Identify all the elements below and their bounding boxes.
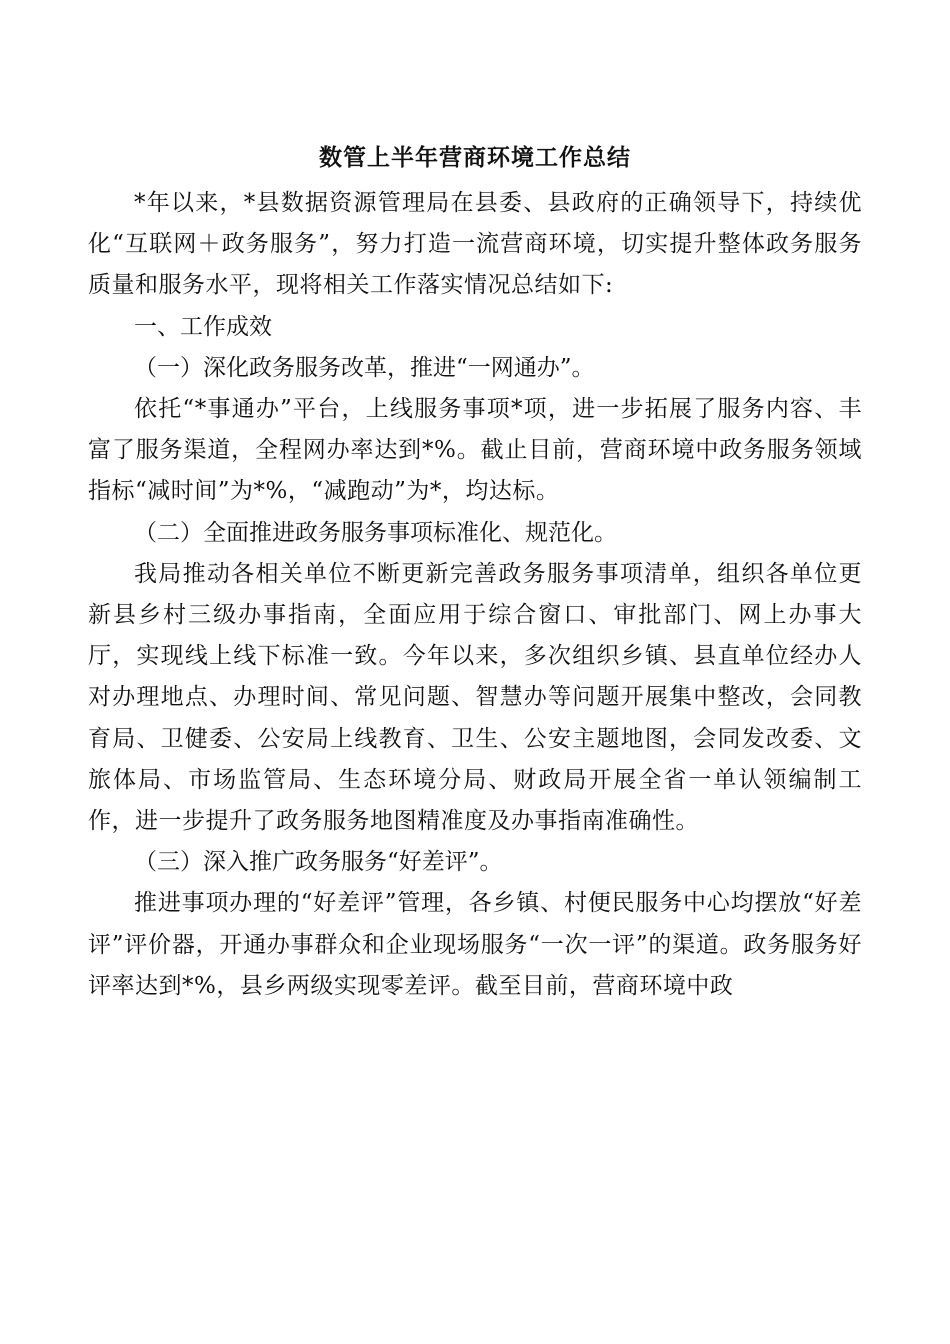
section-heading-achievements: 一、工作成效 bbox=[134, 313, 272, 340]
subsection-3-paragraph: 推进事项办理的“好差评”管理，各乡镇、村便民服务中心均摆放“好差评”评价器，开通办事群众和企业现场服务“一次一评”的渠道。政务服务好评率达到*%，县乡两级实现零差评。截至目前，营商环境中政 bbox=[88, 890, 862, 999]
document-title: 数管上半年营商环境工作总结 bbox=[319, 144, 631, 171]
intro-paragraph: *年以来，*县数据资源管理局在县委、县政府的正确领导下，持续优化“互联网＋政务服务”，努力打造一流营商环境，切实提升整体政务服务质量和服务水平，现将相关工作落实情况总结如下: bbox=[88, 190, 862, 299]
subsection-2-paragraph: 我局推动各相关单位不断更新完善政务服务事项清单，组织各单位更新县乡村三级办事指南，全面应用于综合窗口、审批部门、网上办事大厅，实现线上线下标准一致。今年以来，多次组织乡镇、县直单位经办人对办理地点、办理时间、常见问题、智慧办等问题开展集中整改，会同教育局、卫健委、公安局上线教育、卫生、公安主题地图，会同发改委、文旅体局、市场监管局、生态环境分局、财政局开展全省一单认领编制工作，进一步提升了政务服务地图精准度及办事指南准确性。 bbox=[88, 560, 862, 835]
subsection-heading-3: （三）深入推广政务服务“好差评”。 bbox=[134, 849, 503, 876]
subsection-heading-2: （二）全面推进政务服务事项标准化、规范化。 bbox=[134, 519, 617, 546]
document-body bbox=[88, 183, 862, 1007]
subsection-1-paragraph: 依托“*事通办”平台，上线服务事项*项，进一步拓展了服务内容、丰富了服务渠道，全程网办率达到*%。截止目前，营商环境中政务服务领域指标“减时间”为*%，“减跑动”为*，均达标。 bbox=[88, 396, 862, 505]
subsection-heading-1: （一）深化政务服务改革，推进“一网通办”。 bbox=[134, 354, 595, 381]
